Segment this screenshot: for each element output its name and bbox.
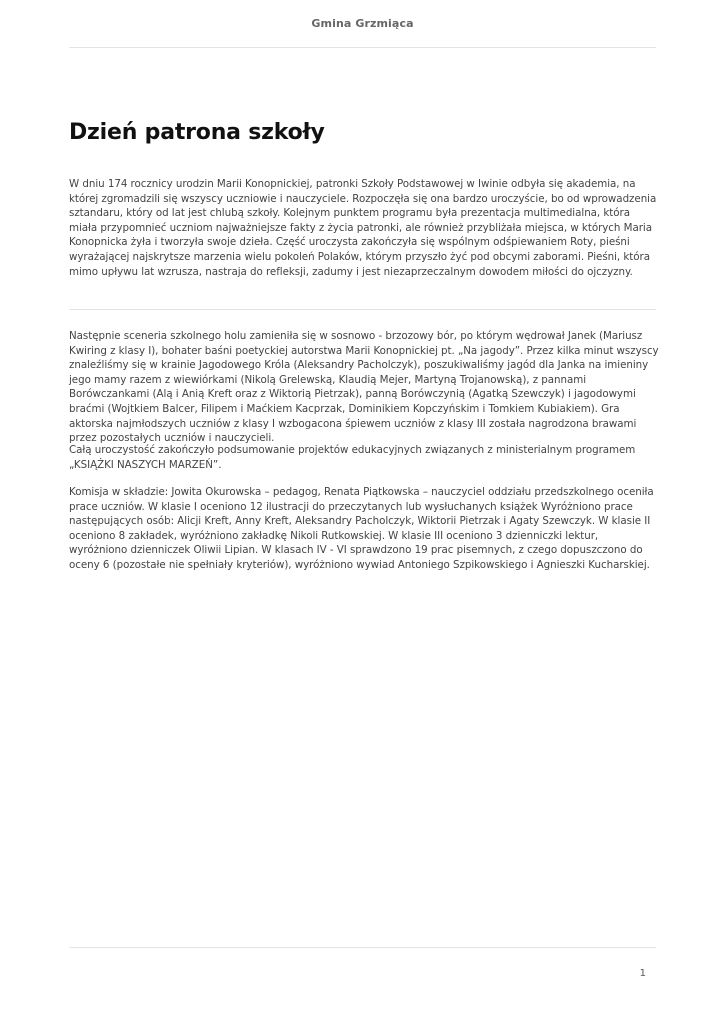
- site-name: Gmina Grzmiąca: [311, 17, 414, 30]
- article-paragraph: Komisja w składzie: Jowita Okurowska – pedagog, Renata Piątkowska – nauczyciel oddziału przedszkolnego oceniła prace uczniów. W klasie I oceniono 12 ilustracji do przeczytanych lub wysłuchanych książek Wyróżniono prace następujących osób: Alicji Kreft, Anny Kreft, Aleksandry Pacholczyk, Wiktorii Pietrzak i Agaty Szewczyk. W klasie II oceniono 8 zakładek, wyróżniono zakładkę Nikoli Rutkowskiej. W klasie III oceniono 3 dzienniczki lektur, wyróżniono dzienniczek Oliwii Lipian. W klasach IV - VI sprawdzono 19 prac pisemnych, z czego dopuszczono do oceny 6 (pozostałe nie spełniały kryteriów), wyróżniono wywiad Antoniego Szpikowskiego i Agnieszki Kucharskiej.: [69, 486, 654, 571]
- footer-divider: [69, 947, 656, 948]
- page-title: Dzień patrona szkoły: [69, 120, 325, 145]
- article-intro: W dniu 174 rocznicy urodzin Marii Konopnickiej, patronki Szkoły Podstawowej w Iwinie odbyła się akademia, na której zgromadzili się wszyscy uczniowie i nauczyciele. Rozpoczęła się ona bardzo uroczyście, bo od wprowadzenia sztandaru, który od lat jest chlubą szkoły. Kolejnym punktem programu była prezentacja multimedialna, która miała przypomnieć uczniom najważniejsze fakty z życia patronki, ale również przybliżała miejsca, w których Maria Konopnicka żyła i tworzyła swoje dzieła. Część uroczysta zakończyła się wspólnym odśpiewaniem Roty, pieśni wyrażającej najskrytsze marzenia wielu pokoleń Polaków, którym przyszło żyć pod obcymi zaborami. Pieśni, która mimo upływu lat wzrusza, nastraja do refleksji, zadumy i jest niezaprzeczalnym dowodem miłości do ojczyzny.: [69, 178, 657, 278]
- header-divider: [69, 47, 656, 48]
- article-paragraph: Całą uroczystość zakończyło podsumowanie projektów edukacyjnych związanych z ministerialnym programem „KSIĄŻKI NASZYCH MARZEŃ”.: [69, 444, 636, 471]
- page-number: 1: [639, 968, 646, 979]
- section-divider: [69, 309, 656, 310]
- article-paragraph: Następnie sceneria szkolnego holu zamieniła się w sosnowo - brzozowy bór, po którym wędrował Janek (Mariusz Kwiring z klasy I), bohater baśni poetyckiej autorstwa Marii Konopnickiej pt. „Na jagody”. Przez kilka minut wszyscy znaleźliśmy się w krainie Jagodowego Króla (Aleksandry Pacholczyk), poszukiwaliśmy jagód dla Janka na imieniny jego mamy razem z wiewiórkami (Nikolą Grelewską, Klaudią Mejer, Martyną Trojanowską), z pannami Borówczankami (Alą i Anią Kreft oraz z Wiktorią Pietrzak), panną Borówczynią (Agatką Szewczyk) i jagodowymi braćmi (Wojtkiem Balcer, Filipem i Maćkiem Kacprzak, Dominikiem Kopczyńskim i Tomkiem Kubiakiem). Gra aktorska najmłodszych uczniów z klasy I wzbogacona śpiewem uczniów z klasy III została nagrodzona brawami przez pozostałych uczniów i nauczycieli.: [69, 330, 659, 445]
